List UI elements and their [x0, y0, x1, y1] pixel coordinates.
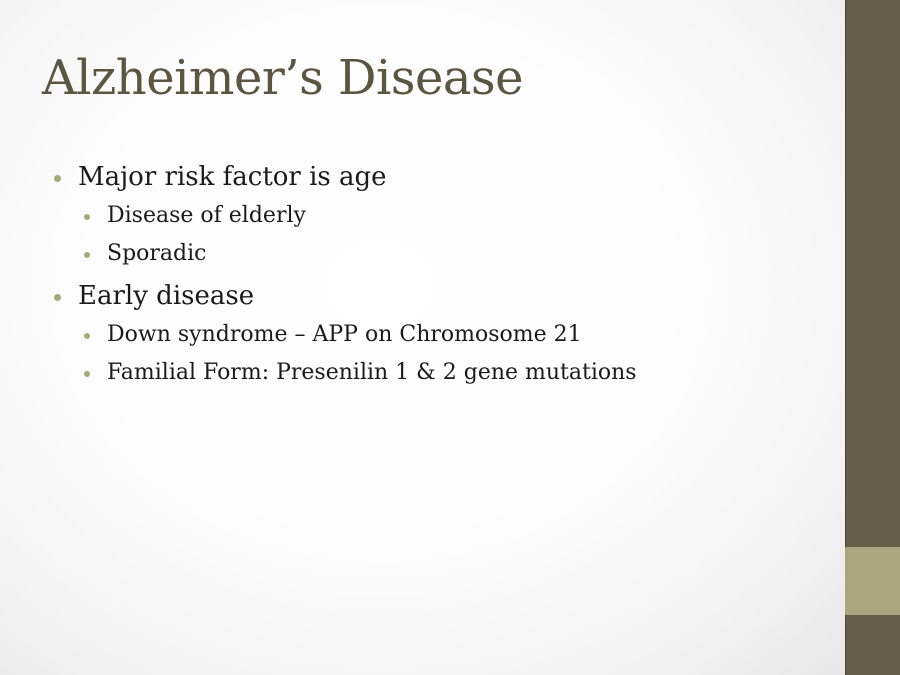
sub-bullet-text: Sporadic [107, 241, 207, 266]
bullet-dot-icon [84, 333, 90, 339]
sub-bullet-text: Familial Form: Presenilin 1 & 2 gene mutations [107, 360, 637, 385]
bullet-text: Early disease [78, 281, 255, 311]
slide-title: Alzheimer’s Disease [42, 50, 524, 106]
bullet-dot-icon [54, 294, 61, 301]
bullet-dot-icon [84, 371, 90, 377]
sub-bullet-text: Disease of elderly [107, 203, 306, 228]
bullet-dot-icon [54, 175, 61, 182]
bullet-dot-icon [84, 252, 90, 258]
bullet-dot-icon [84, 214, 90, 220]
sidebar-accent-block [845, 547, 900, 615]
bullet-text: Major risk factor is age [78, 162, 387, 192]
sub-bullet-text: Down syndrome – APP on Chromosome 21 [107, 322, 582, 347]
